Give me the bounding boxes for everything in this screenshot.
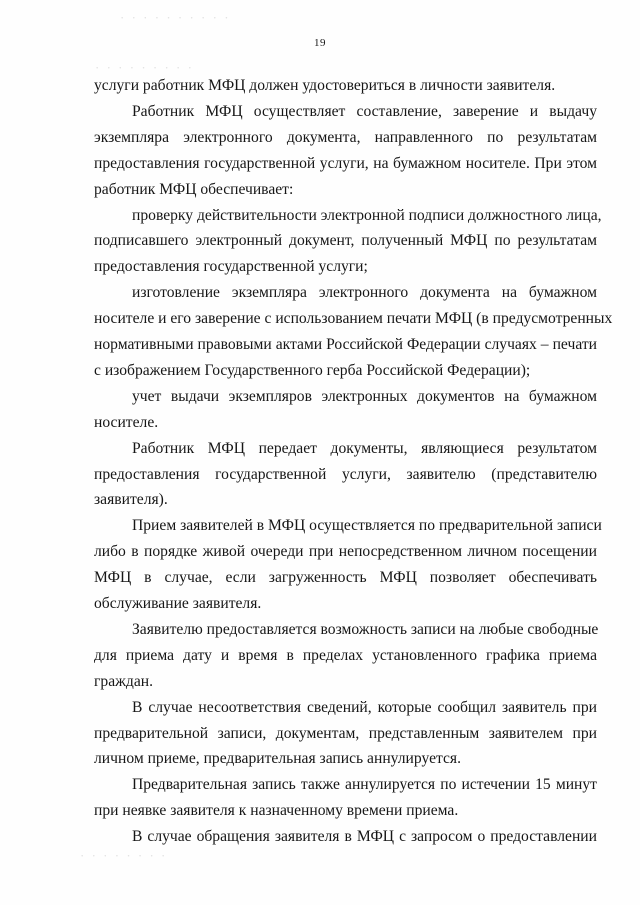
page-number: 19 (314, 37, 326, 49)
text-line: заявителя). (94, 491, 168, 509)
text-line: В случае обращения заявителя в МФЦ с запросом о предоставлении (132, 828, 597, 846)
text-line: при неявке заявителя к назначенному времени приема. (94, 802, 459, 820)
bleed-through-noise: · · · · · · · · (80, 848, 168, 863)
text-line: для приема дату и время в пределах установленного графика приема (94, 646, 597, 664)
text-line: носителе и его заверение с использованием печати МФЦ (в предусмотренных (94, 310, 613, 328)
text-line: проверку действительности электронной подписи должностного лица, (132, 206, 602, 224)
bleed-through-noise: · · · · · · · · · (95, 60, 194, 75)
text-line: учет выдачи экземпляров электронных документов на бумажном (132, 387, 597, 405)
text-line: носителе. (94, 413, 159, 431)
text-line: личном приеме, предварительная запись аннулируется. (94, 750, 462, 768)
text-line: работник МФЦ обеспечивает: (94, 180, 294, 198)
text-line: МФЦ в случае, если загруженность МФЦ позволяет обеспечивать (94, 569, 597, 587)
text-line: с изображением Государственного герба Российской Федерации); (94, 361, 531, 379)
text-line: предоставления государственной услуги, на бумажном носителе. При этом (94, 154, 597, 172)
text-line: обслуживание заявителя. (94, 595, 262, 612)
text-line: предоставления государственной услуги, заявителю (представителю (94, 465, 597, 483)
text-line: Работник МФЦ осуществляет составление, заверение и выдачу (132, 102, 597, 120)
text-line: Прием заявителей в МФЦ осуществляется по предварительной записи (132, 517, 602, 535)
text-line: экземпляра электронного документа, направленного по результатам (94, 128, 597, 146)
text-line: изготовление экземпляра электронного документа на бумажном (132, 284, 597, 302)
text-line: предоставления государственной услуги; (94, 258, 368, 276)
text-line: либо в порядке живой очереди при непосредственном личном посещении (94, 543, 597, 561)
text-line: Работник МФЦ передает документы, являющиеся результатом (132, 439, 597, 457)
text-line: нормативными правовыми актами Российской Федерации случаях – печати (94, 336, 597, 353)
text-line: услуги работник МФЦ должен удостовериться в личности заявителя. (94, 77, 556, 94)
bleed-through-noise: · · · · · · · · · · (120, 10, 231, 25)
text-line: В случае несоответствия сведений, которые сообщил заявитель при (132, 698, 597, 716)
text-line: предварительной записи, документам, представленным заявителем при (94, 724, 597, 742)
text-line: Заявителю предоставляется возможность записи на любые свободные (132, 620, 599, 638)
text-line: граждан. (94, 672, 153, 690)
text-line: Предварительная запись также аннулируется по истечении 15 минут (132, 776, 597, 794)
text-line: подписавшего электронный документ, полученный МФЦ по результатам (94, 232, 597, 250)
